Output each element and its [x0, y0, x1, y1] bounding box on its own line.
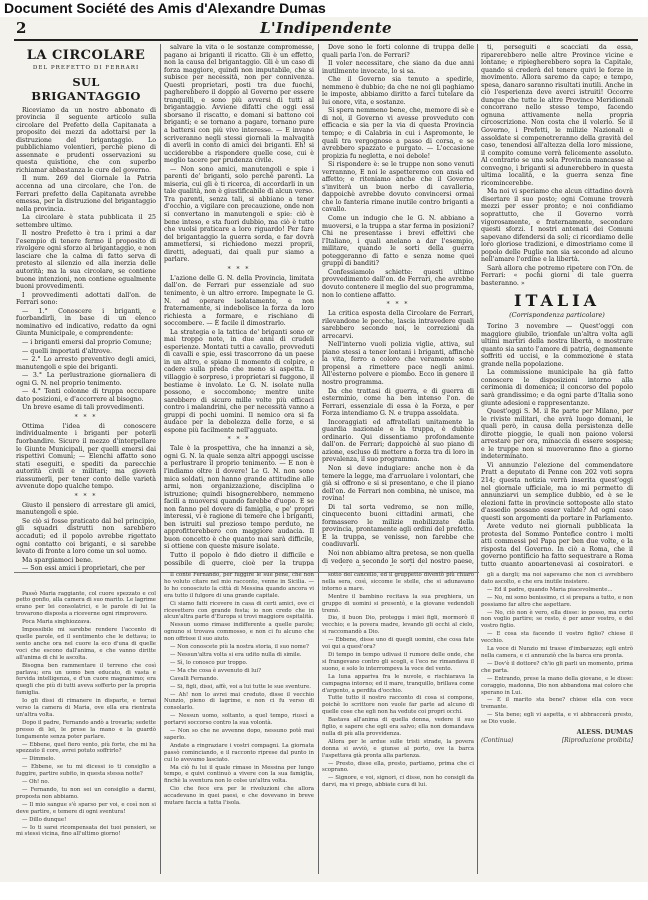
source-banner: Document Société des Amis d'Alexandre Dumas: [0, 0, 648, 17]
paragraph: — Non sono amici, manutengoli e spie i parenti de' briganti, solo perchè parenti. La miseria, cui gli è ti ricerca, di accordarli in un tale qualità, non è giustificabile di alcun verso. Tra parenti, senza tali, si abbiano a tener d'occhio, a vigilare con precauzione, onde non si convertano in manutengoli e spie: ciò è bene inteso, e sta fuori dubbio, ma ciò è tutto che vuolsi praticare a loro riguardo! Per fare del brigantaggio la guerra sorda, e far dovrà ammettersi, si richiedono mezzi proprii, diretti, adeguati, dai quali pur siamo a parlare.: [164, 165, 314, 264]
section-stars: * * *: [74, 413, 98, 421]
paragraph: — Il mio sangue s'è sparso per voi, e così non si deve partire, e temere di ogni sventura!: [16, 801, 156, 815]
paragraph: — quelli importati d'altrove.: [22, 347, 112, 355]
paragraph: — Ah! non lo avrei mai creduto, disse il vecchio Nunzio, pieno di lagrime, e non ci fu verso di consolarlo.: [164, 691, 314, 712]
paragraph: Si spera nemmeno bene, che, memore di sè e di noi, il Governo vi avesse provveduto con efficacia e sia per la via di questa Provincia tempo; e di Calabria in cui i Aspromonte, le quali tra vergognose a passo di corsa, e se avrebbero spazzato e purgato. — L'occasione propizia fu negletta, e noi debole!: [322, 107, 474, 160]
paragraph: Il nostro Prefetto è tra i primi a dar l'esempio di tenere fermo il proposito di rivolgere ogni sforzo al brigantaggio, e non lasciare che la calma di fatto serva di pretesto al silenzio ed alla inerzia delle autorità; ma la sua circolare, se contiene buone intenzioni, non contiene egualmente buoni provvedimenti.: [16, 230, 156, 291]
paragraph: L'azione delle G. N. della Provincia, limitata dall'on. de Ferrari pur essenziale ad suo tenimento, è un altro errore. Impegnate le G. N. ad operare isolatamente, e non fraternamente, si indebolisce la forza da loro richiesta a formare, e rischiano di soccombere. — È facile il dimostrarlo.: [164, 274, 314, 328]
col3-text: [322, 44, 474, 566]
article-subtitle: DEL PREFETTO DI FERRARI: [32, 65, 140, 71]
section-stars: * * *: [227, 436, 251, 444]
column-rule: [160, 44, 161, 874]
paragraph: Giusto il pensiero di arrestare gli amici, manutengoli e spie.: [16, 501, 156, 517]
paragraph: — Non so che ne avvenne dopo, nessuno potè mai saperlo.: [164, 728, 314, 741]
col1-text: [16, 107, 156, 585]
paragraph: Tale è la prospettiva, che ha innanzi a sè, ogni G. N. la quale senza altri appoggi uscisse a perlustrare il proprio tenimento. — E non è l'indiamo oltre il dovere! Le G. N. non sono mica soldati, non hanno grande attitudine alle armi, non organizzazione, disciplina o istruzione; quindi bisognerebbero, nemmeno facili a muoversi quando farebbe d'uopo. E se non fanno pel dovere di famiglia, e pe' propri interessi, vi è ragione di temere che i briganti, ben istruiti sul prezioso tempo perduto, ne approfitterebbero con maggiore audacia. Il buon concetto è che quanto mai sarà difficile, si ottiene con queste misure isolate.: [164, 445, 314, 551]
article-title-2: SUL BRIGANTAGGIO: [31, 74, 141, 103]
paragraph: I provvedimenti adottati dall'on. de Ferrari sono:: [16, 291, 156, 307]
column-rule: [318, 44, 319, 874]
paragraph: — Dimmelo.: [22, 756, 56, 763]
newspaper-title: L'Indipendente: [260, 19, 392, 37]
column-rule: [477, 44, 478, 874]
paragraph: — Presto, disse ella, presto, partiamo, prima che ci scoprano.: [322, 760, 474, 774]
paragraph: Io gli dissi di rimanere in disparte, e tornai verso la camera di Maria, ove ella era rientrata un'altra volta.: [16, 698, 156, 718]
paragraph: — Non conoscete più la nostra storia, il suo nome?: [170, 644, 309, 651]
col4-feuilleton: [481, 572, 633, 745]
paragraph: Tutto il popolo è fido dietro il difficile e possibile di guerre, cioè per la truppa: [164, 552, 314, 566]
col4-text: [481, 44, 633, 566]
paragraph: La voce di Nunzio mi trasse d'imbarazzo; egli entrò nella camera, e ci annunziò che la barca era pronta.: [481, 646, 633, 659]
paragraph: Come un indugio che le G. N. abbiano a muoversi, e la truppa a star ferma in posizioni? Chi ne presentasse i brevi effettivi che l'Italiano, i quali anelano a dar l'esempio, militare, quando le sorti della guerra poteggeranno di fatto e senza nome quei gruppi di banditi?: [322, 215, 474, 268]
page-number: 2: [16, 19, 27, 37]
paragraph: — 3.° La perlustrazione giornaliera di ogni G. N. nel proprio tenimento.: [16, 372, 156, 387]
column-1: [16, 44, 156, 874]
continua-label: (Continua): [481, 736, 514, 744]
paragraph: — Ebbene, disse uno di quegli uomini, che cosa fate voi qui a quest'ora?: [322, 637, 474, 651]
paragraph: — 2.° Lo arresto preventivo degli amici, manutengoli e spie dei briganti.: [16, 356, 156, 371]
paragraph: Il conte Fernando, per fuggire le sue pene, che non ho voluto citare nel mio racconto, venne in Sicilia. — Io ho conosciuto la città di Messina quando ancora vi era tutto il fulgore di una grande capitale.: [164, 572, 314, 599]
page-bottom-margin: [0, 882, 648, 900]
paragraph: Vi annunzio l'elezione del commendatore Pratt a deputato di Penne con 202 voti sopra 214; questa notizia verrà inserita quest'oggi nel giornale ufficiale, ma io mi permetto di annunziarvi un semplice dubbio, ed è se le elezioni fatte in provincie sottoposte allo stato d'assedio possano esser valide? Ad ogni caso questi son argomenti da portare in Parlamento.: [481, 461, 633, 522]
section-stars: * * *: [386, 301, 410, 309]
paragraph: — E il marito sta bene? chiese ella con voce tremante.: [481, 697, 633, 711]
paragraph: Quest'oggi S. M. il Re parte per Milano, per le riviste militari, che avrà luogo domani, le quali però, in causa della persistenza delle dirotte pioggie, le quali non paiono volersi arrestare per ora, minaccia di essere sospesa; e le truppe non si muoveranno fino a giorno indeterminato.: [481, 408, 633, 461]
paragraph: Dio, il buon Dio, protegga i miei figli, mormorò il vecchio; e la povera madre, levando gli occhi al cielo, si raccomandò a Dio.: [322, 615, 474, 636]
paragraph: — Ebbene, quel fiero vento, più forte, che mi ha spezzato il core, avrei potuto soffrirlo?: [16, 741, 156, 755]
paragraph: Cio che fece era per le rivoluzioni che allora accadevano in quei paesi, e che dovevano in breve mutare faccia a tutta l'isola.: [164, 786, 314, 807]
paragraph: Cavalli Fernando.: [170, 675, 219, 682]
paragraph: Passò Maria raggiante, col cuore spezzato e col petto gonfio, alla camera di suo marito. Le lagrime erano per lei consolatrici, e le parole di lui la trovarono disposta a riceverne ogni rimprovero.: [16, 590, 156, 618]
paragraph: — Sì, lo conosco pur troppo.: [170, 659, 248, 666]
paragraph: Si rispondere è: se le truppe non sono venuti verrannno, E noi le aspetteremo con ansia ed affetto; e riteniamo anche che il Governo s'inviterà un buon nerbo di cavalleria, dappoichè avrebbe dovuto convincersi ormai che lo fanteria rimane inutile contro briganti a cavallo.: [322, 161, 474, 214]
paragraph: La critica esposta della Circolare de Ferrari, rilevandone le pecche, lascia intravedere quali sarebbero secondo noi, le correzioni da arrecarvi.: [322, 310, 474, 340]
paragraph: Il num. 269 del Giornale la Patria accenna ad una circolare, che l'on. de Ferrari prefetto della Capitanata avrebbe emessa, per la distruzione del brigantaggio nella provincia.: [16, 175, 156, 213]
paragraph: Se ciò si fosse praticato dal bel principio, gli squadri distrutti non sarebbero accaduti; ed il popolo avrebbe rigettato ogni contatto coi briganti, e si sarebbe levato di fronte a loro come un sol uomo.: [16, 517, 156, 556]
reproduction-notice: [Riproduzione proibita]: [561, 736, 633, 744]
paragraph: Noi non abbiamo altra pretesa, se non quella di vedere a secondo le sorti del nostro paese,: [322, 550, 474, 565]
paragraph: Nell'interno vuoli polizia viglie, attiva, sul piano stessi a tener lontani i briganti, affinchè la vita, ferro a coloro che veramente sono propensi a rimettere pace negli animi. All'esterno polvere e piombo. Ecco in genere il nostro programma.: [322, 341, 474, 386]
paragraph: Dopo il padre, Fernando andò a trovarla; sedette presso di lei, le prese la mano e la guardò lungamente senza poter parlare.: [16, 719, 156, 740]
paragraph: — 4.° Tenti colonne di truppa occupare dato posizioni, e d'accorrere al bisogno.: [16, 388, 156, 403]
paragraph: — Fernando, tu non sei un consiglio a darmi, proposta non abbiamo.: [16, 787, 156, 800]
paragraph: — Nessun'altra volta si era udito nulla di simile.: [170, 651, 302, 658]
col3-feuilleton: [322, 572, 474, 789]
paragraph: Tutte tutto il nostro racconto di cosa si compone, poichè lo scrittore non vuole far parte ad alcuno di quelle cose che egli non ha vedute coi propri occhi.: [322, 695, 474, 716]
paragraph: — Sta bene; egli vi aspetta, e vi abbraccerà presto, se Dio vuole.: [481, 712, 633, 726]
paragraph: — No, mi sono benissimo, ci si prepara a tutto, e non possiamo far altro che aspettare.: [481, 594, 633, 608]
paragraph: Nessun uomo rimase indifferente a quelle parole; ognuno si trovava commosso, e non ci fu alcuno che non offrisse il suo aiuto.: [164, 622, 314, 643]
paragraph: — Signore, e voi, signori, ci disse, non ho consigli da darvi, ma vi prego, abbiate cura di lui.: [322, 775, 474, 789]
paragraph: — Oh! no.: [22, 779, 50, 786]
paragraph: Ci siamo fatti ricevere in casa di certi amici, ove ci ricevettero con grande festa; io non credo che in alcun'altra parte d'Europa si trovi maggiore ospitalità.: [164, 600, 314, 621]
paragraph: ti, perseguiti e scacciati da essa, riparerebbero nelle altre Province vicine e lontane; e ripiegherebbero sopra la Capitale, quando si crederà del tenere quivi le forze in movimento. Allora saremo da capo; e tempo, spesa, danaro saranno risultati inutili. Anche in ciò l'esperienza deve averci istruiti! Occorre dunque che tutte le altre Province Meridionali concorrano nello stesso tempo, facendo ognuna attivamente nella propria circoscrizione. Non costa che il volerlo. Se il Governo, i Prefetti, le milizie Nazionali e assoldate si compenetreranno della gravità del caso, tenendosi all'altezza della loro missione, il compito comune verrà felicemente assoluto. Al contrario se una sola Provincia mancasse al convegno, i briganti si adunerebbero in questa ultima località, e la guerra senza fine ricomincerebbe.: [481, 44, 633, 187]
paragraph: Impossibile mi sarebbe rendere l'accento di quelle parole, ed il sentimento che le dettava; io sento anche ora nel cuore la eco d'una di quelle voci che escono dall'anima, e che vanno diritte all'anima di chi le ascolta.: [16, 627, 156, 661]
paragraph: Confessiamolo schiette: questi ultimo provvedimento dall'on. de Ferrari, che avrebbe dovuto contenere il meglio del suo programma, non lo contiene affatto.: [322, 268, 474, 299]
paragraph: Da che trattasi di guerra, e di guerra di esterminio, come ha ben intenso l'on. de Ferrari, essenziale di essa è la Forza, e per Forza intendiamo G. N. e truppa assoldata.: [322, 387, 474, 418]
masthead: [14, 19, 638, 41]
paragraph: — No, ciò non è vero, ella disse: io posso, ma certo non voglio partire; se resto, è per amor vostro, e del vostro figlio.: [481, 609, 633, 630]
paragraph: — Son essi amici i proprietari, che per: [22, 565, 145, 573]
paragraph: Bisogna ben rammentare il terreno che così parlava; era un uomo ben educato, di vasta e fervida intelligenza, e d'un cuore magnanimo; era quegli che più di tutti aveva sofferto per la propria famiglia.: [16, 662, 156, 697]
paragraph: Torino 3 novembre — Quest'oggi con maggiore giubilo, trionfale un'altra volta agli ultimi martiri della nostra libertà, e mostrare quanto sia santo l'amore di patria, degnamente soffriti ed uccisi, e la commozione è stata grande nella popolazione.: [481, 323, 633, 368]
paragraph: salvare la vita o le sostanze compromesse, pagano ai briganti il ricatto. Gli è un effetto, non la causa del brigantaggio. Gli è un caso di forza maggiore, quindi non imputabile, che si subisce per necessità, non per connivenza. Questi proprietari, posti tra due fuochi, pagherebbero il doppio al Governo per essere tranquilli, e sono più avversi di tutti al brigantaggio. Avviene difatti che oggi essi sborsano il riscatto, e domani si battono coi briganti; e se tornano a pagare, tornano pure a battersi con più vivo interesse. — E invano scriveranno negli stessi giornali la malvagità di averli in conto di amici dei briganti. Eh! si ucciderebbe a rispondere quelle cose, cui è meglio tacere per prudenza civile.: [164, 44, 314, 165]
paragraph: La circolare è stata pubblicata il 25 settembre ultimo.: [16, 214, 156, 229]
paragraph: Riceviamo da un nostro abbonato di provincia il seguente articolo sulla circolare del Prefetto della Capitanata a proposito dei mezzi da adottarsi per la distruzione del brigantaggio. Lo pubblichiamo volentieri, perchè pieno di assennate e prudenti osservazioni su questa quistione, che con superbo richiamar abbastanza le cure del governo.: [16, 106, 156, 174]
col2-text: [164, 44, 314, 566]
col2-feuilleton: [164, 572, 314, 807]
paragraph: Il voler necessitare, che siano da due anni inutilmente invocate, lo si sa.: [322, 60, 474, 75]
paragraph: Dove sono le forti colonne di truppa delle quali parla l'on. de Ferrari?: [322, 44, 474, 59]
section-stars: * * *: [227, 265, 251, 273]
paragraph: Bastava all'anima di quella donna, vedere il suo figlio, e sapere che egli era salvo; ella non domandava nulla di più alla provvidenza.: [322, 717, 474, 737]
paragraph: Ma spargiamoci bene.: [22, 556, 93, 564]
paragraph: Andate a ringraziare i vostri compagni. La giornata passò cominciando, e il racconto riprese dal punto in cui lo avevamo lasciato.: [164, 742, 314, 763]
paragraph: Poca Maria singhiozzava.: [22, 619, 92, 626]
section-subtitle: (Corrispondenza particolare): [509, 310, 605, 319]
section-stars: * * *: [74, 492, 98, 500]
paragraph: — Nessun uomo, soltanto, a quel tempo, riuscì a portarvi soccorso contro la sua volontà.: [164, 713, 314, 727]
paragraph: gli a dargli; ma noi sapevamo che non ci avrebbero dato ascolto, e che era inutile insistere.: [481, 572, 633, 585]
paragraph: Di tal sorta vedremo, se non mille, cinquecento buoni cittadini armati, che formassero le milizie mobilizzate della provincia, prontamente agli ordini del prefetto. E la truppa, se venisse, non farebbe che coadiuvarli.: [322, 503, 474, 549]
paragraph: Ma ciò fu lui il quale rimase in Messina per lungo tempo, e quivi continuò a vivere con la sua famiglia, finchè la sventura non lo colse un'altra volta.: [164, 764, 314, 785]
article-title: LA CIRCOLARE: [26, 48, 146, 63]
feuilleton-footer: [481, 738, 633, 745]
paragraph: La luna appariva fra le nuvole, e rischiarava la campagna intorno; ed il mare, tranquillo, brillava come d'argento, a perdita d'occhio.: [322, 673, 474, 694]
paragraph: — E cosa sta facendo il vostro figlio? chiese il vecchio.: [481, 631, 633, 645]
paragraph: — Ma che cosa è avvenuto di lui?: [170, 667, 262, 674]
column-4: [481, 44, 633, 874]
paragraph: La strategia e la tattica de' briganti sono or mai troppo note, in due anni di crudeli esperienze. Montati tutti a cavallo, provveduti di cavalli e spie, essi trascorrono da un paese in un altro, e spiano il momento di colpire, e cadere sulla preda che meno si aspetta. Il villaggio è sorpreso, i proprietari si fuggono, il bestiame è involato. Le G. N. isolate nulla possono, e soccombono; mentre unite sarebbero di sicuro mille volte più efficaci contro i malandrini, che per necessità vanno a gruppi di pochi uomini. Il nemico ora si fa audace per la debolezza delle forze, e si espone più facilmente nell'agguato.: [164, 328, 314, 434]
paragraph: — 1.° Conoscere i briganti, e fuorbandirli, in base di un elenco nominativo ed indicativo, redatto da ogni Giunta Municipale, e comprendente:: [16, 307, 156, 338]
paragraph: Ottima l'idea di conoscere individualmente i briganti per poterli fuorbandire. Sicuro il mezzo d'interpellare le Giunte Municipali, per quelli emersi dai rispettivi Comuni; — Elenchi affatto sono stati eseguiti, e spediti da parecchie autorità civili e militari; ma gioverà riassumerli, per tener conto delle varietà avvenute dopo qualche tempo.: [16, 422, 156, 491]
paragraph: Ma noi vi speriamo che alcun cittadino dovrà disertare il suo posto; ogni Comune troverà mezzi per esser pronto; e noi confidiamo soprattutto, che il Governo vorrà vigorosamente, e fraternamente, secondare questi sforzi. I nostri antenati dei Comuni sapevano difendersi da soli; ci ricordiamo delle loro gloriose tradizioni, e dimostriamo come il popolo delle Puglie non sia secondo ad alcuno nell'amare l'ordine e la libertà.: [481, 188, 633, 264]
paragraph: Che il Governo sia tenuto a spedirle, nemmeno è dubbio; da che ne noi gli paghiamo le imposte, abbiamo diritto a farci tutelare da lui onore, vita, e sostanze.: [322, 76, 474, 106]
paragraph: Avete veduto nei giornali pubblicata la protesta del Sommo Pontefice contro i molti atti commessi pel Papa per ben due volte, e la risposta del Governo. In ciò a Roma, che il governo pontificio ha fatto sequestrare a Roma tutto quanto appartenevasi ai cospiratori, e: [481, 523, 633, 566]
paragraph: Allora per le ardue sulle tristi strade, la povera donna si avviò, e giunse al porto, ove la barca l'aspettava già pronta alla partenza.: [322, 738, 474, 759]
paragraph: sotto del cancello, ed il gruppetto diventò più chiaro nella sera, così, siccome le stelle, che si adunavano intorno a mare.: [322, 572, 474, 592]
author-signature: ALESS. DUMAS: [576, 728, 633, 737]
section-title-italia: ITALIA: [513, 290, 601, 310]
paragraph: — Si, figli, dissi, affè, voi a lui tutte le sue sventure.: [170, 683, 311, 690]
paragraph: Non si deve indugiare: anche non è da temere la legge, ma d'arruolare i volontari, che già si offrono e si si presentano, e che il piano dell'on. de Ferrari non combina, nè unisce, ma rovina!: [322, 464, 474, 503]
paragraph: Mentre il bambino recitava la sua preghiera, un gruppo di uomini si presentò, e la giovane vedendoli tremò.: [322, 593, 474, 614]
column-2: [164, 44, 314, 874]
paragraph: Un breve esame di tali provvedimenti.: [22, 404, 145, 412]
column-3: [322, 44, 474, 874]
paragraph: Sarà allora che potremo ripetere con l'On. de Ferrari: « pochi giorni di tale guerra basteranno. »: [481, 264, 633, 287]
paragraph: — i briganti emersi dal proprio Comune;: [22, 338, 152, 346]
paragraph: Incoraggiati ed affratellati unitamente la guardia nazionale e la truppa, è dubbio ordinario. Qui dissentiamo profondamente dall'on. de Ferrari; dappoichè al suo piano di azione, escluso di mettere a forza tra di loro in prevalenza, il suo programma.: [322, 418, 474, 464]
paragraph: — Io ti sarei ricompensata dei tuoi pensieri, se mi stessi vicina, fino all'ultimo giorno!: [16, 824, 156, 838]
paragraph: — Ed il padre, quando Maria piacevolmente...: [487, 586, 613, 593]
paragraph: Di tempo in tempo udivasi il rumore delle onde, che si frangevano contro gli scogli, e l'eco ne rimandava il suono, e solo lo interrompeva la voce del vento.: [322, 651, 474, 672]
col1-feuilleton: [16, 591, 156, 839]
paragraph: — Entrando, prese la mano della giovane, e le disse: coraggio, madonna, Dio non abbandona mai coloro che sperano in Lui.: [481, 675, 633, 696]
paragraph: La commissione municipale ha già fatto conoscere le disposizioni intorno alla cerimonia di domenica; il concorso del popolo sarà grandissimo; e da ogni parte d'Italia sono giunte adesioni e rappresentanze.: [481, 369, 633, 407]
paragraph: — Dov'è il dottore? ch'io gli parli un momento, prima che parta.: [481, 660, 633, 674]
paragraph: — Ebbene, se tu mi dicessi io ti consiglio a fuggire, partire subito, in questa stessa notte?: [16, 764, 156, 778]
paragraph: — Dillo dunque!: [22, 816, 67, 823]
